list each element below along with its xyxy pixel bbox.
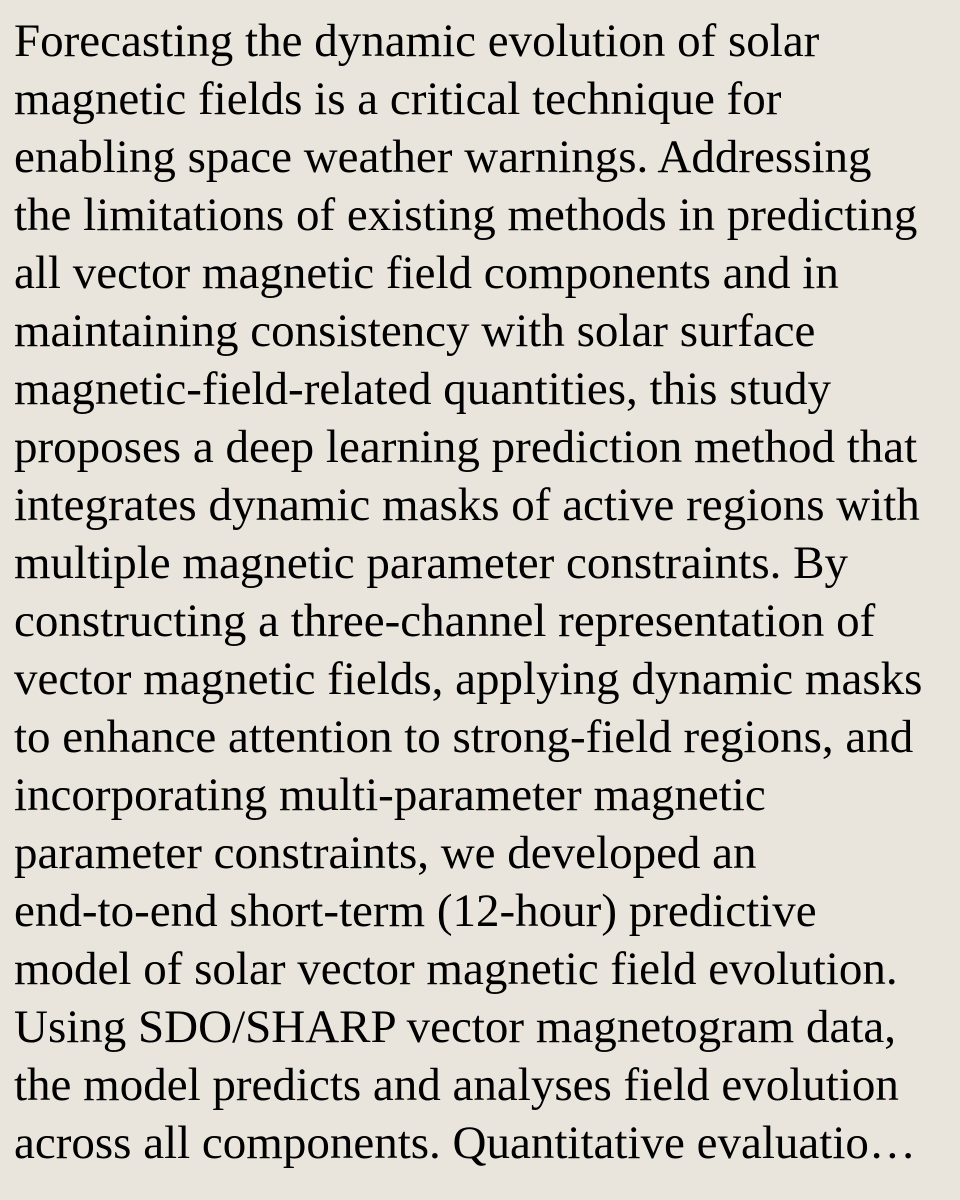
text-line: Using SDO/SHARP vector magnetogram data, [14, 1001, 897, 1053]
text-line: the model predicts and analyses field evolution [14, 1059, 899, 1111]
text-line: magnetic fields is a critical technique for [14, 73, 782, 125]
text-line: proposes a deep learning prediction method that [14, 421, 918, 473]
text-line: constructing a three-channel representation of [14, 595, 876, 647]
text-line: multiple magnetic parameter constraints. By [14, 537, 848, 589]
text-line: parameter constraints, we developed an [14, 827, 757, 879]
text-line: model of solar vector magnetic field evolution. [14, 943, 898, 995]
text-line: enabling space weather warnings. Addressing [14, 131, 872, 183]
text-line: the limitations of existing methods in predicting [14, 189, 918, 241]
text-line: magnetic-field-related quantities, this study [14, 363, 832, 415]
text-line: all vector magnetic field components and in [14, 247, 839, 299]
text-line: incorporating multi-parameter magnetic [14, 769, 766, 821]
text-line: to enhance attention to strong-field regions, and [14, 711, 914, 763]
text-line: end-to-end short-term (12-hour) predictive [14, 885, 817, 937]
text-line: maintaining consistency with solar surface [14, 305, 816, 357]
text-line: Forecasting the dynamic evolution of solar [14, 15, 820, 67]
text-line: vector magnetic fields, applying dynamic masks [14, 653, 923, 705]
text-line: integrates dynamic masks of active regions with [14, 479, 920, 531]
text-line: across all components. Quantitative evaluatio… [14, 1117, 916, 1169]
